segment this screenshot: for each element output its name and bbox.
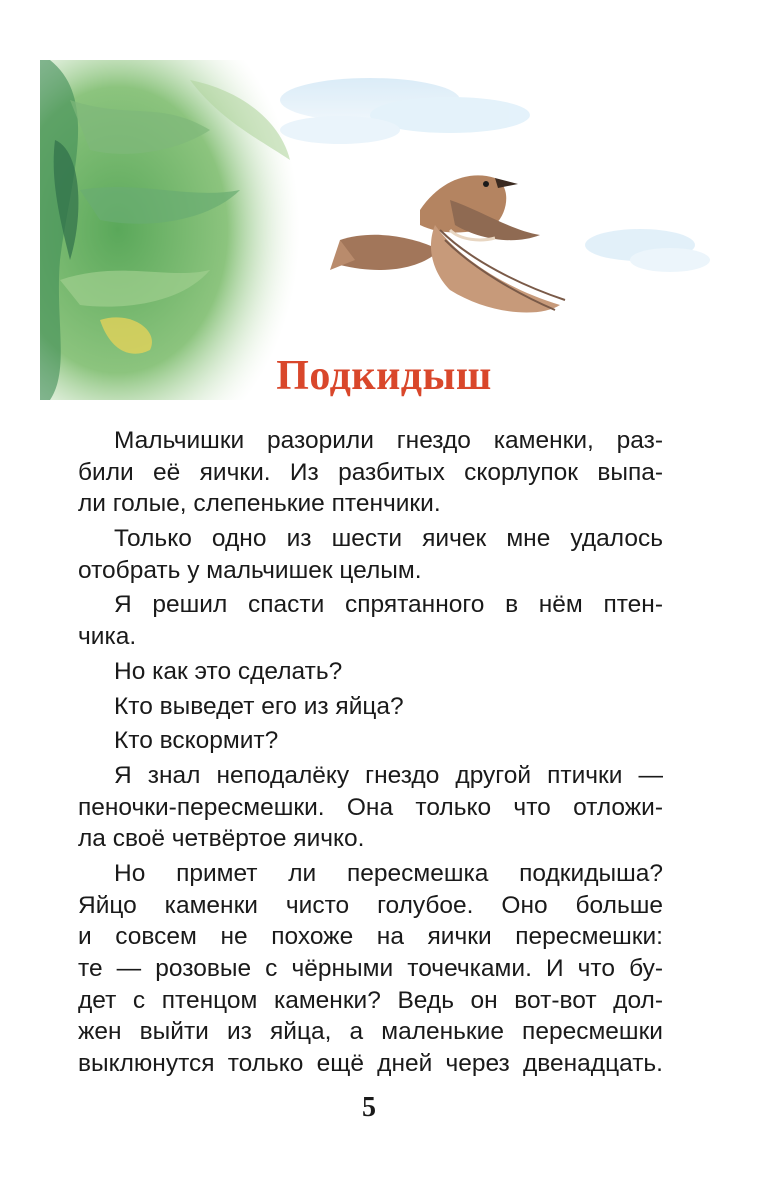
text-line: дет с птенцом каменки? Ведь он вот-вот дол-: [78, 986, 663, 1014]
text-line: Только одно из шести яичек мне удалось: [114, 525, 663, 553]
text-line: пеночки-пересмешки. Она только что отложи-: [78, 793, 663, 821]
tree-foliage: [40, 60, 300, 400]
text-line: чика.: [78, 623, 137, 651]
text-line: ла своё четвёртое яичко.: [78, 825, 365, 853]
text-line: били её яички. Из разбитых скорлупок выпа-: [78, 458, 663, 486]
body-text: [78, 425, 663, 1080]
text-line: выклюнутся только ещё дней через двенадцать.: [78, 1050, 663, 1078]
bird-illustration: [40, 60, 720, 400]
page-number: 5: [362, 1092, 376, 1123]
text-line: отобрать у мальчишек целым.: [78, 556, 422, 584]
text-line: ли голые, слепенькие птенчики.: [78, 490, 441, 518]
text-line: Кто выведет его из яйца?: [114, 692, 404, 720]
text-line: те — розовые с чёрными точечками. И что бу-: [78, 955, 663, 982]
text-line: Но примет ли пересмешка подкидыша?: [114, 859, 663, 887]
text-line: жен выйти из яйца, а маленькие пересмешки: [78, 1018, 663, 1046]
text-line: Я знал неподалёку гнездо другой птички —: [114, 761, 663, 789]
text-line: Я решил спасти спрятанного в нём птен-: [114, 591, 663, 619]
text-line: Кто вскормит?: [114, 727, 279, 755]
bird-shape: [330, 175, 565, 312]
text-line: Яйцо каменки чисто голубое. Оно больше: [78, 891, 663, 919]
text-line: Мальчишки разорили гнездо каменки, раз-: [114, 427, 663, 454]
chapter-title: Подкидыш: [276, 353, 492, 399]
text-line: и совсем не похоже на яички пересмешки:: [78, 923, 663, 951]
text-line: Но как это сделать?: [114, 657, 343, 685]
